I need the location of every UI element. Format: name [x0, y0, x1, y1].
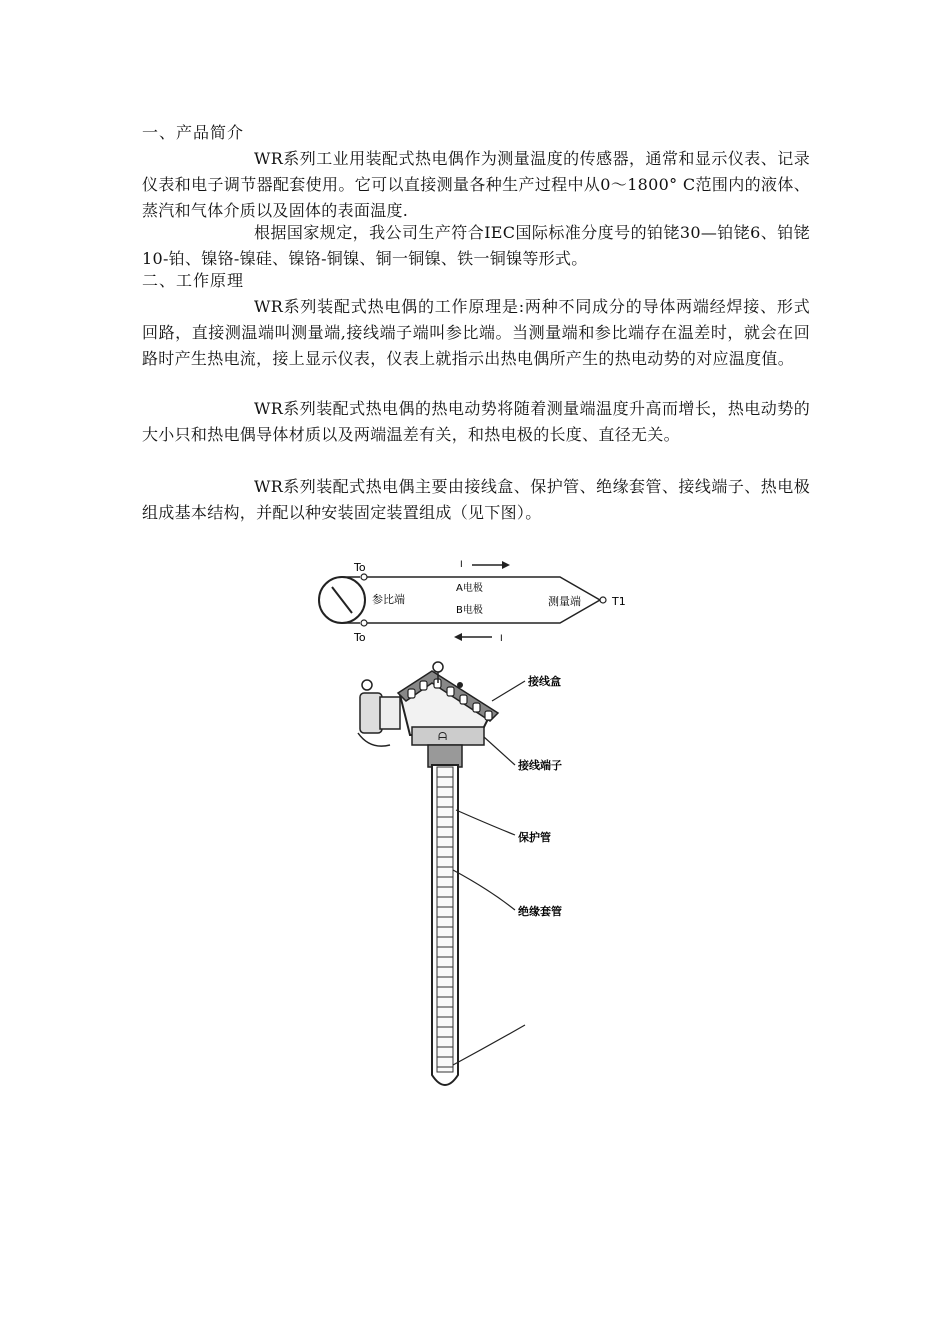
- paragraph-principle-2: WR系列装配式热电偶的热电动势将随着测量端温度升高而增长，热电动势的大小只和热电偶导体材质以及两端温差有关，和热电极的长度、直径无关。: [142, 399, 810, 444]
- current-top-label: I: [460, 560, 463, 570]
- thermocouple-circuit-diagram: [300, 555, 660, 650]
- junction-box-label: 接线盒: [528, 675, 561, 688]
- insulation-sleeve-icon: [437, 767, 453, 1072]
- protection-tube-label: 保护管: [518, 831, 551, 844]
- electrode-a-label: A电极: [456, 583, 483, 594]
- section-heading-principle: 二、工作原理: [142, 271, 245, 290]
- t1-label: T1: [612, 595, 626, 608]
- measuring-end-label: 测量端: [548, 595, 581, 608]
- mounting-thread-icon: [428, 745, 462, 767]
- terminal-label: 接线端子: [518, 759, 562, 772]
- svg-text:ᗩ: ᗩ: [438, 730, 448, 743]
- paragraph-intro-2: 根据国家规定，我公司生产符合IEC国际标准分度号的铂铑30—铂铑6、铂铑10-铂、镍铬-镍硅、镍铬-铜镍、铜一铜镍、铁一铜镍等形式。: [142, 223, 810, 268]
- paragraph-principle-3: WR系列装配式热电偶主要由接线盒、保护管、绝缘套管、接线端子、热电极组成基本结构，并配以种安装固定装置组成（见下图）。: [142, 477, 810, 522]
- to-top-label: To: [354, 561, 366, 574]
- cable-gland-icon: [358, 680, 400, 746]
- current-bottom-label: I: [500, 634, 503, 644]
- junction-box-icon: [398, 662, 498, 735]
- to-bottom-label: To: [354, 631, 366, 644]
- paragraph-principle-1: WR系列装配式热电偶的工作原理是:两种不同成分的导体两端经焊接、形式回路，直接测温端叫测量端,接线端子端叫参比端。当测量端和参比端存在温差时，就会在回路时产生热电流，接上显示仪表，仪表上就指示出热电偶所产生的热电动势的对应温度值。: [142, 297, 810, 368]
- section-heading-intro: 一、产品简介: [142, 123, 245, 142]
- thermocouple-assembly-diagram: [350, 655, 600, 1095]
- electrode-b-label: B电极: [456, 605, 483, 616]
- paragraph-intro-1: WR系列工业用装配式热电偶作为测量温度的传感器，通常和显示仪表、记录仪表和电子调节器配套使用。它可以直接测量各种生产过程中从0～1800° C范围内的液体、蒸汽和气体介质以及固体的表面温度.: [142, 149, 810, 220]
- insulation-sleeve-label: 绝缘套管: [518, 905, 562, 918]
- terminal-block-icon: [412, 727, 484, 745]
- reference-end-label: 参比端: [372, 593, 405, 606]
